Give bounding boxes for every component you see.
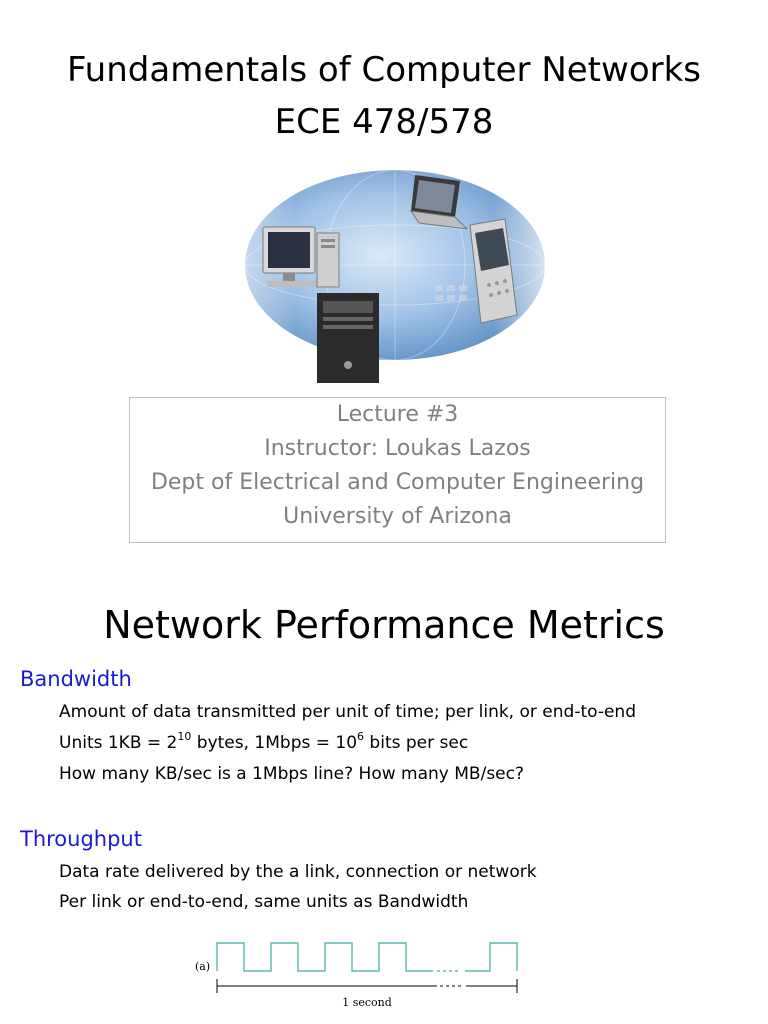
instructor-name: Instructor: Loukas Lazos: [264, 436, 531, 461]
diagram-label: (a): [195, 960, 211, 973]
server-tower-icon: [317, 293, 379, 383]
lecture-info-box: [129, 397, 666, 543]
bandwidth-heading: Bandwidth: [20, 667, 132, 691]
department: Dept of Electrical and Computer Engineering: [150, 470, 645, 495]
title-line-2: ECE 478/578: [274, 102, 494, 142]
bandwidth-line-3: How many KB/sec is a 1Mbps line? How many MB/sec?: [59, 764, 525, 784]
diagram-duration-label: 1 second: [342, 996, 392, 1009]
throughput-heading: Throughput: [20, 827, 142, 851]
throughput-line-1: Data rate delivered by the a link, connection or network: [59, 862, 537, 882]
section-title: Network Performance Metrics: [103, 603, 665, 647]
throughput-line-2: Per link or end-to-end, same units as Bandwidth: [59, 892, 469, 912]
title-line-1: Fundamentals of Computer Networks: [66, 50, 701, 90]
square-wave: [217, 943, 433, 971]
network-devices-illustration: [205, 165, 565, 387]
university: University of Arizona: [283, 504, 512, 529]
bandwidth-line-2: Units $1KB = 2^{10}$ bytes, 1Mbps = $10^6$ bits per sec: [59, 730, 469, 753]
bandwidth-line-1: Amount of data transmitted per unit of time; per link, or end-to-end: [59, 702, 636, 722]
signal-diagram: [185, 935, 530, 1020]
lecture-number: Lecture #3: [336, 402, 459, 427]
